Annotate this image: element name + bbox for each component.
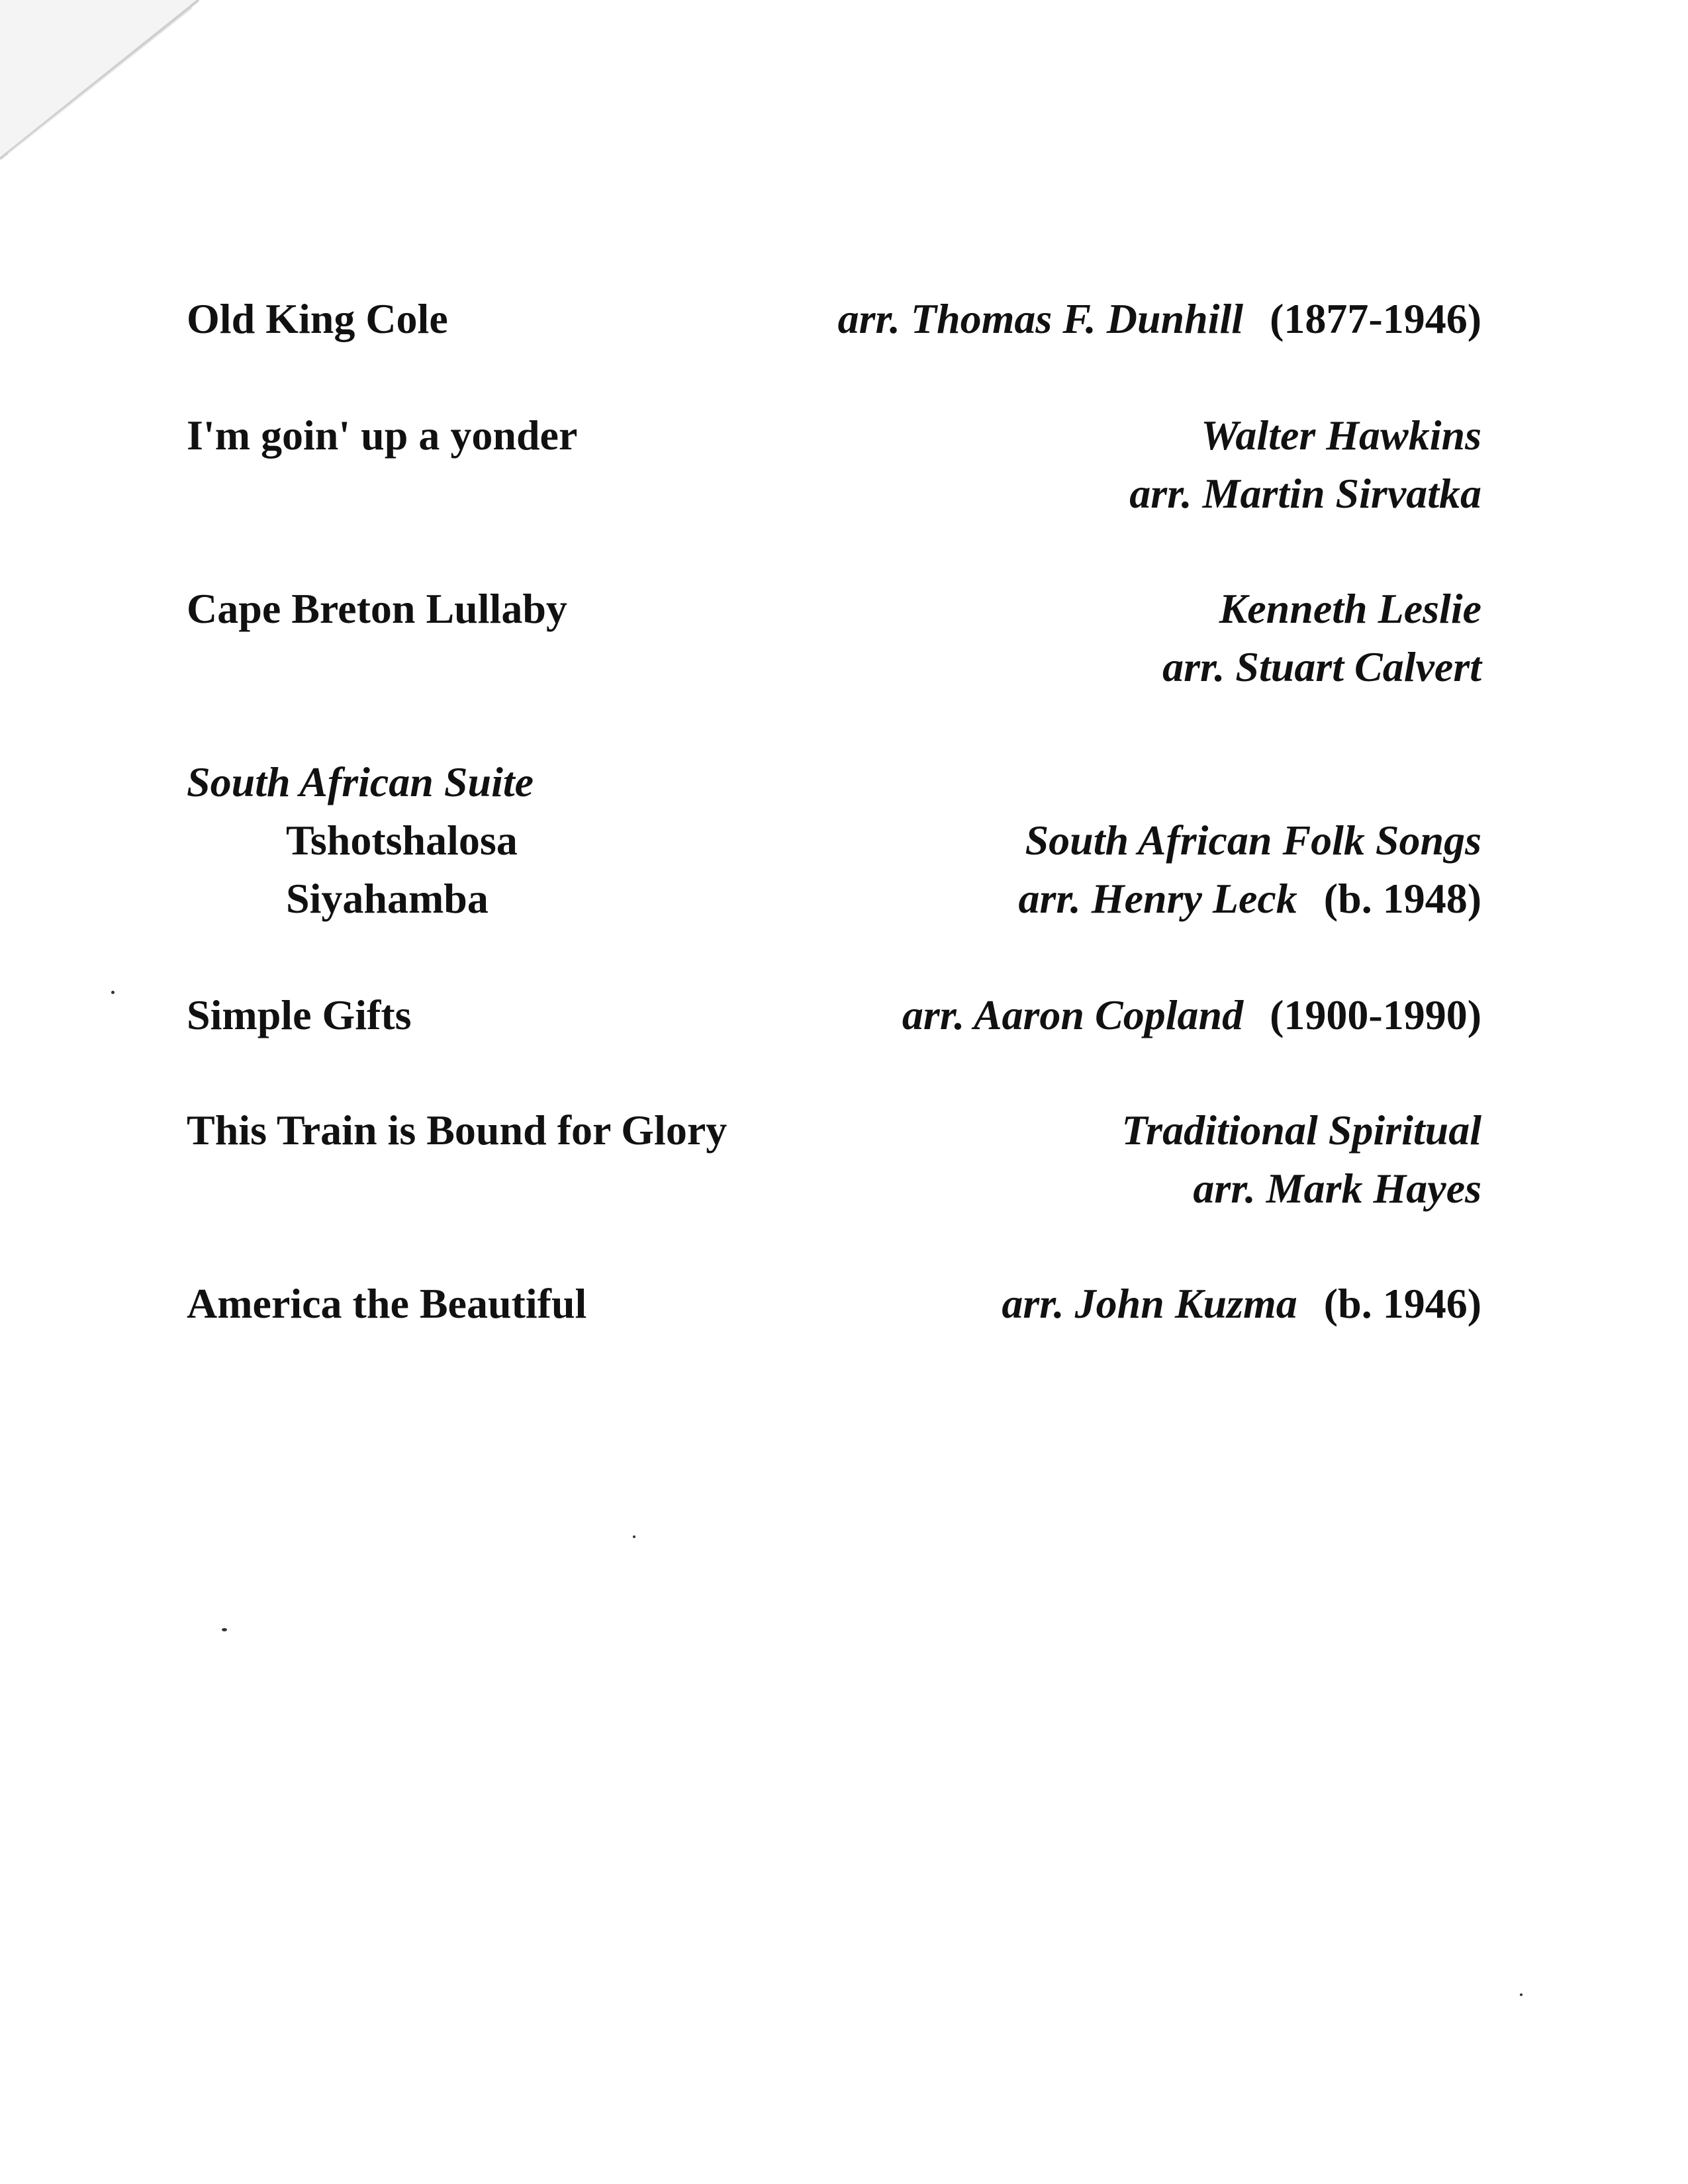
credit-line bbox=[902, 986, 1481, 1044]
piece-title: Simple Gifts bbox=[187, 991, 412, 1038]
credit-dates: (b. 1948) bbox=[1323, 875, 1481, 922]
credit-dates: (b. 1946) bbox=[1323, 1280, 1481, 1327]
program-entry bbox=[187, 1275, 1481, 1333]
credit-line bbox=[838, 290, 1481, 348]
piece-credits bbox=[1129, 406, 1481, 523]
credit-text: arr. Stuart Calvert bbox=[1162, 643, 1481, 690]
piece-title: I'm goin' up a yonder bbox=[187, 412, 578, 459]
piece-credits bbox=[1002, 1275, 1481, 1333]
credit-text: Traditional Spiritual bbox=[1121, 1107, 1481, 1154]
credit-text: Kenneth Leslie bbox=[1219, 585, 1481, 632]
piece-credits bbox=[838, 290, 1481, 348]
scan-speck bbox=[222, 1628, 227, 1631]
credit-line bbox=[1162, 580, 1481, 638]
suite-title: South African Suite bbox=[187, 758, 534, 805]
credit-text: arr. Henry Leck bbox=[1018, 875, 1297, 922]
program-entry bbox=[187, 580, 1481, 696]
movement-title: Tshotshalosa bbox=[286, 817, 518, 864]
movement-title: Siyahamba bbox=[286, 875, 489, 922]
piece-credits bbox=[902, 986, 1481, 1044]
credit-line bbox=[1019, 870, 1482, 928]
credit-text: arr. Martin Sirvatka bbox=[1129, 470, 1481, 517]
scan-speck bbox=[633, 1535, 635, 1538]
credit-text: arr. John Kuzma bbox=[1002, 1280, 1297, 1327]
piece-title: America the Beautiful bbox=[187, 1280, 587, 1327]
credit-text: arr. Mark Hayes bbox=[1193, 1165, 1481, 1212]
credit-text: arr. Thomas F. Dunhill bbox=[837, 295, 1244, 342]
credit-line bbox=[1162, 638, 1481, 696]
credit-dates: (1877-1946) bbox=[1270, 295, 1481, 342]
credit-line bbox=[1019, 811, 1482, 870]
scan-speck bbox=[1520, 1993, 1523, 1996]
credit-line bbox=[1121, 1160, 1481, 1218]
program-entry bbox=[187, 1101, 1481, 1218]
piece-title: Cape Breton Lullaby bbox=[187, 585, 567, 632]
piece-credits bbox=[1019, 811, 1482, 928]
credit-dates: (1900-1990) bbox=[1270, 991, 1481, 1038]
program-entry bbox=[187, 753, 1481, 928]
program-entry bbox=[187, 290, 1481, 348]
credit-line bbox=[1121, 1101, 1481, 1160]
piece-credits bbox=[1121, 1101, 1481, 1218]
credit-line bbox=[1129, 465, 1481, 523]
piece-credits bbox=[1162, 580, 1481, 696]
program-entry bbox=[187, 986, 1481, 1044]
program-entry bbox=[187, 406, 1481, 523]
piece-title: Old King Cole bbox=[187, 295, 448, 342]
piece-title: This Train is Bound for Glory bbox=[187, 1107, 727, 1154]
credit-text: South African Folk Songs bbox=[1025, 817, 1481, 864]
scan-speck bbox=[111, 991, 115, 994]
credit-text: Walter Hawkins bbox=[1201, 412, 1481, 459]
credit-line bbox=[1002, 1275, 1481, 1333]
credit-line bbox=[1129, 406, 1481, 465]
credit-text: arr. Aaron Copland bbox=[902, 991, 1244, 1038]
